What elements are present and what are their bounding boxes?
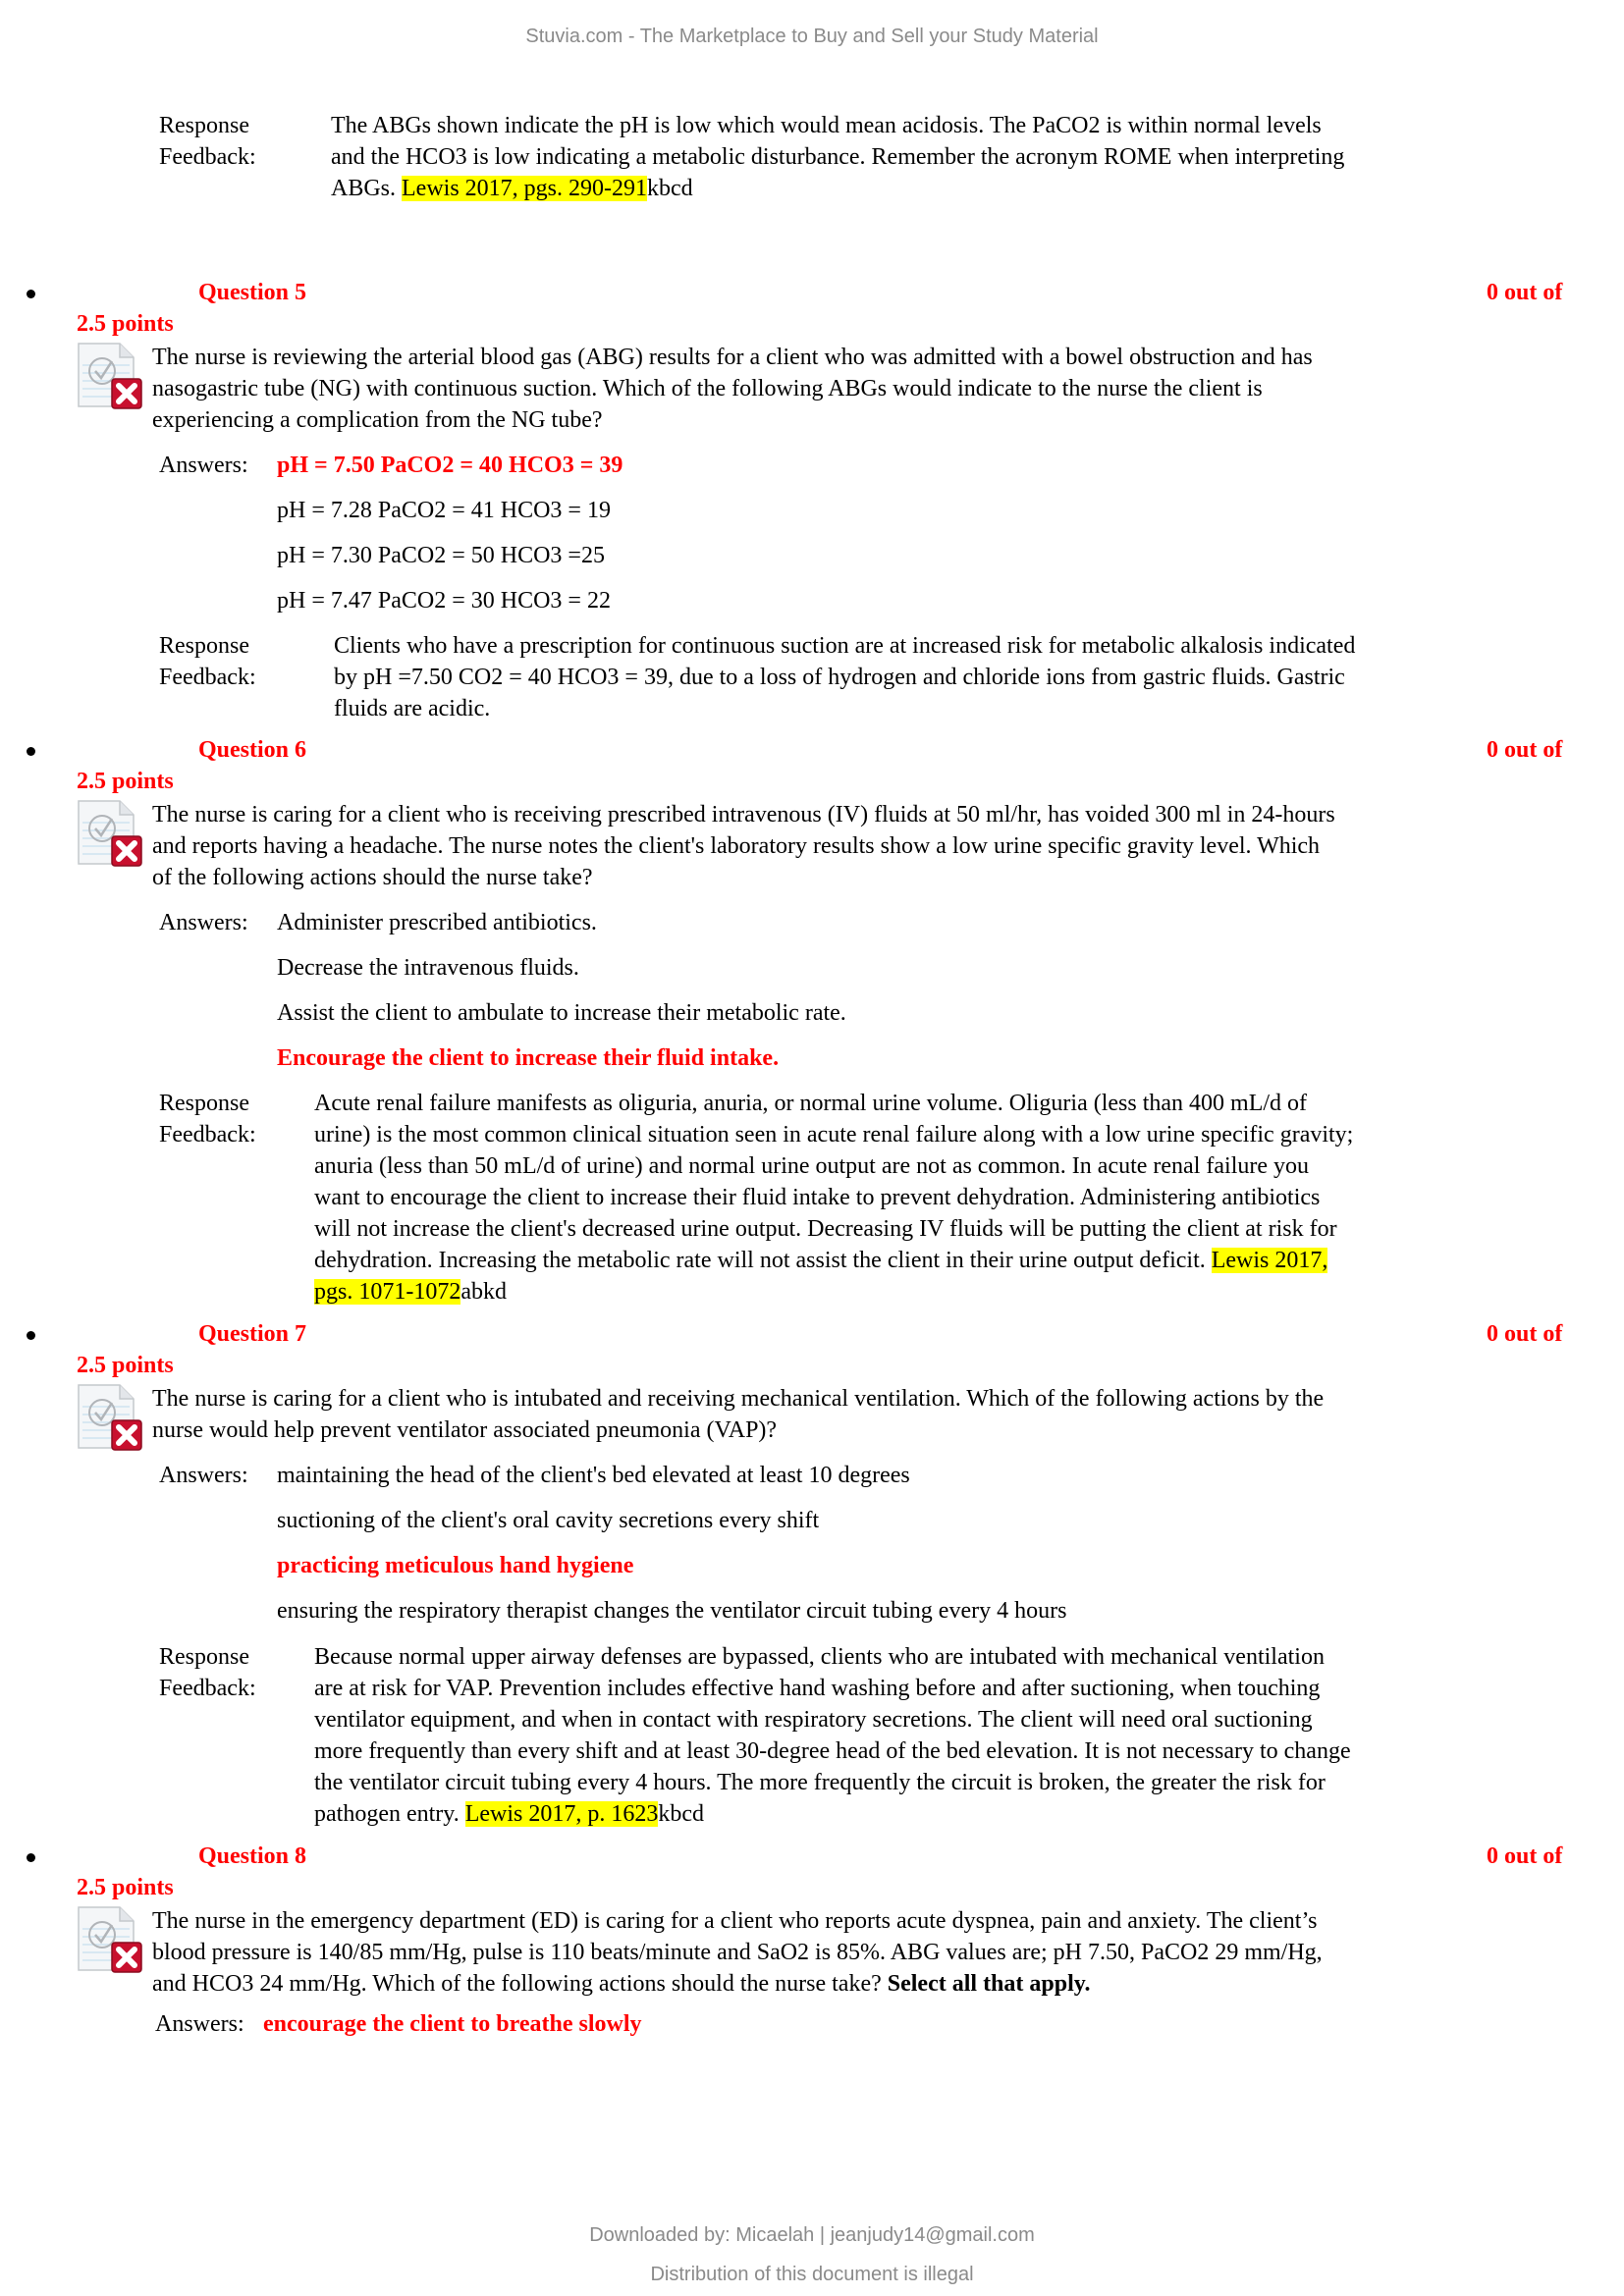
answer-option-correct: Encourage the client to increase their fluid intake. [277, 1045, 780, 1071]
incorrect-x-icon [75, 799, 149, 870]
question-title: Question 5 [198, 280, 307, 305]
citation-highlight: Lewis 2017, p. 1623 [464, 1801, 659, 1827]
answer-option: Administer prescribed antibiotics. [277, 910, 597, 935]
citation-highlight: Lewis 2017, [1211, 1248, 1328, 1273]
incorrect-x-icon [75, 1383, 149, 1454]
list-bullet [27, 747, 35, 756]
question-text: The nurse is reviewing the arterial blood gas (ABG) results for a client who was admitted with a bowel obstruction and has nasogastric tube (NG) with continuous suction. Which of the following ABGs would indicate to the nurse the client is experiencing a complication from the NG tube? [152, 345, 1313, 433]
select-all-instruction: Select all that apply. [887, 1971, 1091, 1997]
answers-label: Answers: [159, 1463, 248, 1488]
answer-option-correct: pH = 7.50 PaCO2 = 40 HCO3 = 39 [277, 453, 623, 478]
incorrect-x-icon [75, 342, 149, 412]
question-score: 0 out of [1487, 280, 1563, 305]
question-score: 0 out of [1487, 1843, 1563, 1869]
question-score: 0 out of [1487, 737, 1563, 763]
answer-option-correct: practicing meticulous hand hygiene [277, 1553, 634, 1578]
answers-label: Answers: [159, 453, 248, 478]
answer-option: maintaining the head of the client's bed elevated at least 10 degrees [277, 1463, 910, 1488]
question-points: 2.5 points [77, 311, 174, 337]
question-score: 0 out of [1487, 1321, 1563, 1347]
answer-option: ensuring the respiratory therapist changes the ventilator circuit tubing every 4 hours [277, 1598, 1067, 1624]
citation-highlight: Lewis 2017, pgs. 290-291 [402, 176, 647, 201]
response-feedback: Response Feedback: Acute renal failure manifests as oliguria, anuria, or normal urine volume. Oliguria (less than 400 mL/d of urine) is the most common clinical situation seen in acute renal failure along with a low urine specific gravity; anuria (less than 50 mL/d of urine) and normal urine output are not as common. In acute renal failure you want to encourage the client to increase their fluid intake to prevent dehydration. Administering antibiotics will not increase the client's decreased urine output. Decreasing IV fluids will be putting the client at risk for dehydration. Increasing the metabolic rate will not assist the client in their urine output deficit. Lewis 2017, pgs. 1071-1072abkd [159, 1091, 1354, 1305]
list-bullet [27, 290, 35, 298]
question-title: Question 6 [198, 737, 307, 763]
answer-option: pH = 7.30 PaCO2 = 50 HCO3 =25 [277, 543, 605, 568]
list-bullet [27, 1331, 35, 1340]
previous-feedback [159, 110, 1534, 208]
distribution-notice: Distribution of this document is illegal [650, 2264, 974, 2285]
question-title: Question 7 [198, 1321, 307, 1347]
downloaded-by-notice: Downloaded by: Micaelah | jeanjudy14@gmail.com [589, 2224, 1035, 2246]
list-bullet [27, 1853, 35, 1862]
answers-label: Answers: [155, 2011, 244, 2037]
feedback-text: The ABGs shown indicate the pH is low which would mean acidosis. The PaCO2 is within normal levels and the HCO3 is low indicating a metabolic disturbance. Remember the acronym ROME when interpreting ABGs. Lewis 2017, pgs. 290-291kbcd [331, 113, 1345, 201]
question-title: Question 8 [198, 1843, 307, 1869]
citation-highlight: pgs. 1071-1072 [314, 1279, 461, 1305]
question-points: 2.5 points [77, 1875, 174, 1900]
response-feedback: Response Feedback: Clients who have a prescription for continuous suction are at increased risk for metabolic alkalosis indicated by pH =7.50 CO2 = 40 HCO3 = 39, due to a loss of hydrogen and chloride ions from gastric fluids. Gastric fluids are acidic. [159, 633, 1356, 721]
answer-option: pH = 7.47 PaCO2 = 30 HCO3 = 22 [277, 588, 611, 614]
answers-label: Answers: [159, 910, 248, 935]
feedback-label: Response Feedback: [159, 113, 256, 170]
answer-option-correct: encourage the client to breathe slowly [263, 2011, 642, 2037]
site-banner[interactable]: Stuvia.com - The Marketplace to Buy and Sell your Study Material [525, 26, 1099, 47]
response-feedback: Response Feedback: Because normal upper airway defenses are bypassed, clients who are intubated with mechanical ventilation are at risk for VAP. Prevention includes effective hand washing before and after suctioning, when touching ventilator equipment, and when in contact with respiratory secretions. The client will need oral suctioning more frequently than every shift and at least 30-degree head of the bed elevation. It is not necessary to change the ventilator circuit tubing every 4 hours. The more frequently the circuit is broken, the greater the risk for pathogen entry. Lewis 2017, p. 1623kbcd [159, 1644, 1351, 1827]
question-text: The nurse in the emergency department (ED) is caring for a client who reports acute dyspnea, pain and anxiety. The client’s blood pressure is 140/85 mm/Hg, pulse is 110 beats/minute and SaO2 is 85%. ABG values are; pH 7.50, PaCO2 29 mm/Hg, and HCO3 24 mm/Hg. Which of the following actions should the nurse take? Select all that apply. [152, 1908, 1323, 1997]
answer-option: Assist the client to ambulate to increase their metabolic rate. [277, 1000, 846, 1026]
answer-option: Decrease the intravenous fluids. [277, 955, 579, 981]
question-points: 2.5 points [77, 1353, 174, 1378]
question-text: The nurse is caring for a client who is intubated and receiving mechanical ventilation. Which of the following actions by the nurse would help prevent ventilator associated pneumonia (VAP)? [152, 1386, 1325, 1443]
question-points: 2.5 points [77, 769, 174, 794]
question-text: The nurse is caring for a client who is receiving prescribed intravenous (IV) fluids at 50 ml/hr, has voided 300 ml in 24-hours and reports having a headache. The nurse notes the client's laboratory results show a low urine specific gravity level. Which of the following actions should the nurse take? [152, 802, 1335, 890]
incorrect-x-icon [75, 1905, 149, 1976]
answer-option: suctioning of the client's oral cavity secretions every shift [277, 1508, 820, 1533]
answer-option: pH = 7.28 PaCO2 = 41 HCO3 = 19 [277, 498, 611, 523]
